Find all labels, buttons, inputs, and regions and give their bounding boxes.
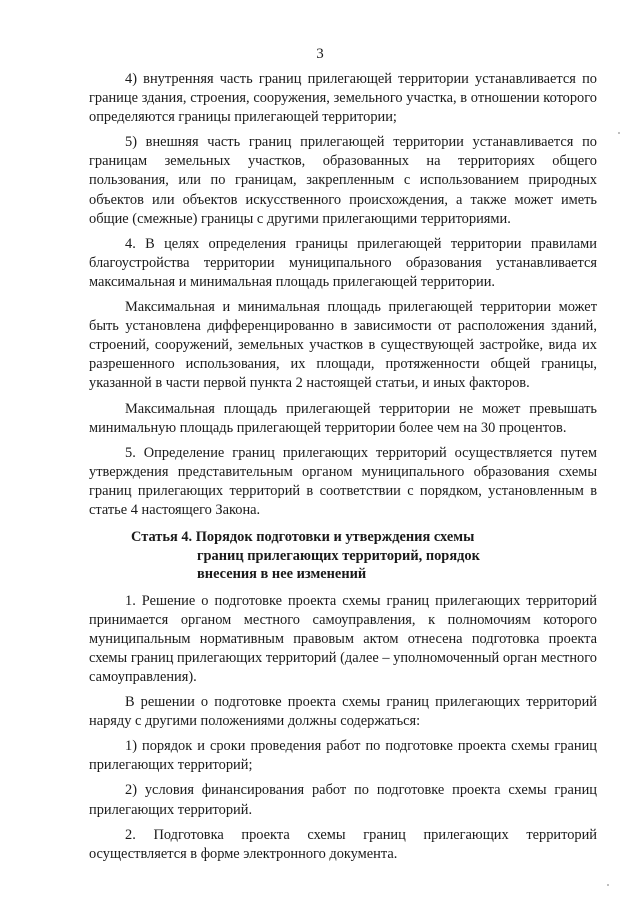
article-heading-line-3: внесения в нее изменений: [197, 566, 367, 583]
paragraph-subitem-1-procedure: 1) порядок и сроки проведения работ по подготовке проекта схемы границ прилегающих территорий;: [89, 738, 597, 774]
scan-speck: [607, 884, 609, 886]
page-number: 3: [316, 46, 324, 62]
paragraph-clause-4: 4. В целях определения границы прилегающей территории правилами благоустройства территории муниципального образования устанавливается максимальная и минимальная площадь прилегающей территории.: [89, 235, 597, 290]
paragraph-article-4-clause-1: 1. Решение о подготовке проекта схемы границ прилегающих территорий принимается органом местного самоуправления, к полномочиям которого муниципальным нормативным правовым актом отнесена подготовка проекта схемы границ прилегающих территорий (далее – уполномоченный орган местного самоуправления).: [89, 592, 597, 685]
scan-speck: [618, 132, 620, 134]
document-body: [89, 70, 597, 870]
paragraph-clause-5: 5. Определение границ прилегающих территорий осуществляется путем утверждения представительным органом муниципального образования схемы границ прилегающих территорий в соответствии с порядком, установленным в статье 4 настоящего Закона.: [89, 444, 597, 518]
paragraph-item-5-outer-boundary: 5) внешняя часть границ прилегающей территории устанавливается по границам земельных участков, образованных на территориях общего пользования, или по границам, закрепленным с использованием природных объектов или объектов искусственного происхождения, а также может иметь общие (смежные) границы с другими прилегающими территориями.: [89, 134, 597, 227]
paragraph-decision-contents: В решении о подготовке проекта схемы границ прилегающих территорий наряду с другими положениями должны содержаться:: [89, 694, 597, 730]
article-heading-line-1: Статья 4. Порядок подготовки и утверждения схемы: [131, 529, 475, 546]
paragraph-item-4-inner-boundary: 4) внутренняя часть границ прилегающей территории устанавливается по границе здания, строения, сооружения, земельного участка, в отношении которого определяются границы прилегающей территории;: [89, 71, 597, 126]
paragraph-article-4-clause-2: 2. Подготовка проекта схемы границ прилегающих территорий осуществляется в форме электронного документа.: [89, 826, 597, 862]
paragraph-max-area-limit: Максимальная площадь прилегающей территории не может превышать минимальную площадь прилегающей территории более чем на 30 процентов.: [89, 400, 597, 436]
paragraph-area-differentiation: Максимальная и минимальная площадь прилегающей территории может быть установлена дифференцированно в зависимости от расположения зданий, строений, сооружений, земельных участков в существующей застройке, вида их разрешенного использования, их площади, протяженности общей границы, указанной в части первой пункта 2 настоящей статьи, и иных факторов.: [89, 299, 597, 392]
article-4-heading: [89, 528, 597, 584]
paragraph-subitem-2-financing: 2) условия финансирования работ по подготовке проекта схемы границ прилегающих территорий.: [89, 782, 597, 818]
article-heading-line-2: границ прилегающих территорий, порядок: [197, 547, 480, 564]
